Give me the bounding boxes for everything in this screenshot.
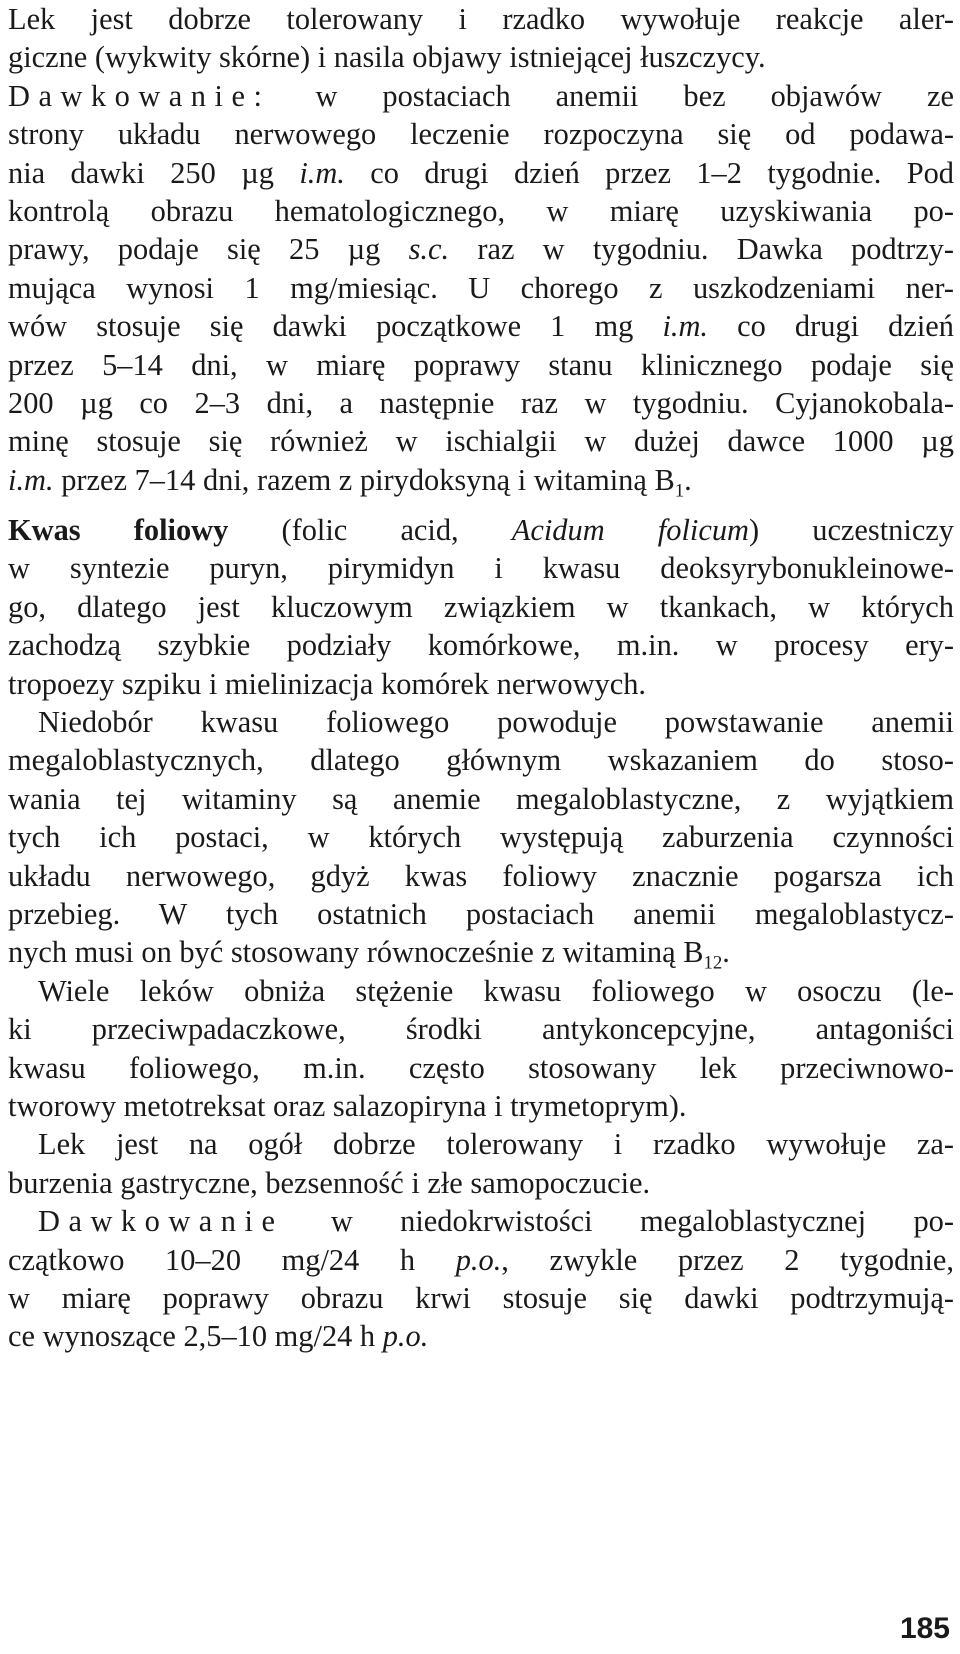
paragraph-folic-acid-intro — [8, 511, 954, 703]
text-line — [8, 307, 954, 345]
text-span: megaloblastycznych, dlatego głównym wskazaniem do stoso- — [8, 743, 954, 778]
text-line — [8, 818, 954, 856]
text-span: . — [722, 935, 730, 970]
text-span: przez 7–14 dni, razem z pirydoksyną i witaminą B — [53, 462, 675, 497]
paragraph-tolerance — [8, 1125, 954, 1202]
paragraph-drug-interactions — [8, 972, 954, 1126]
text-span: . — [684, 462, 692, 497]
text-span: czątkowo 10–20 mg/24 h — [8, 1242, 456, 1277]
route-abbrev: i.m. — [8, 462, 54, 497]
paragraph-spacer — [8, 499, 954, 511]
text-span: tworowy metotreksat oraz salazopiryna i trymetoprym). — [8, 1088, 687, 1123]
text-line — [8, 269, 954, 307]
text-span: tropoezy szpiku i mielinizacja komórek nerwowych. — [8, 666, 646, 701]
text-span: go, dlatego jest kluczowym związkiem w tkankach, w których — [8, 589, 954, 624]
text-line — [8, 384, 954, 422]
text-line — [8, 461, 954, 502]
text-line — [8, 665, 954, 703]
paragraph-folic-deficiency — [8, 703, 954, 972]
latin-name: Acidum folicum — [511, 513, 749, 548]
text-line — [8, 1317, 954, 1355]
subscript: 1 — [674, 480, 685, 502]
text-line — [8, 1164, 954, 1202]
text-line — [8, 1125, 954, 1163]
text-line — [8, 588, 954, 626]
text-span: zachodzą szybkie podziały komórkowe, m.in. w procesy ery- — [8, 628, 954, 663]
text-span: mująca wynosi 1 mg/miesiąc. U chorego z uszkodzeniami ner- — [8, 270, 954, 305]
text-line — [8, 741, 954, 779]
text-span: przebieg. W tych ostatnich postaciach anemii megaloblastycz- — [8, 896, 954, 931]
text-span: ce wynoszące 2,5–10 mg/24 h — [8, 1319, 383, 1354]
page-number: 185 — [899, 1612, 950, 1645]
text-line — [8, 1241, 954, 1279]
text-span: ki przeciwpadaczkowe, środki antykoncepcyjne, antagoniści — [8, 1012, 954, 1047]
paragraph-folic-dosing — [8, 1202, 954, 1356]
text-line — [8, 1049, 954, 1087]
text-span: 200 µg co 2–3 dni, a następnie raz w tygodniu. Cyjanokobala- — [8, 385, 954, 420]
text-line — [8, 230, 954, 268]
text-line — [8, 422, 954, 460]
text-span: w syntezie puryn, pirymidyn i kwasu deoksyrybonukleinowe- — [8, 551, 954, 586]
text-span: nia dawki 250 µg — [8, 155, 300, 190]
text-span: tych ich postaci, w których występują zaburzenia czynności — [8, 820, 954, 855]
text-span: kwasu foliowego, m.in. często stosowany lek przeciwnowo- — [8, 1050, 954, 1085]
text-line — [8, 38, 954, 76]
text-line — [8, 115, 954, 153]
text-span: Lek jest dobrze tolerowany i rzadko wywołuje reakcje aler- — [8, 2, 954, 36]
text-line — [8, 626, 954, 664]
text-line — [8, 1087, 954, 1125]
dosing-label: Dawkowanie: — [8, 78, 271, 113]
text-span: giczne (wykwity skórne) i nasila objawy istniejącej łuszczycy. — [8, 40, 766, 75]
text-span: (folic acid, — [228, 513, 512, 548]
text-line — [8, 192, 954, 230]
text-span: w niedokrwistości megaloblastycznej po- — [283, 1204, 954, 1239]
text-line — [8, 154, 954, 192]
text-span: wów stosuje się dawki początkowe 1 mg — [8, 309, 663, 344]
text-line — [8, 933, 954, 974]
text-line — [8, 511, 954, 549]
text-span: co drugi dzień przez 1–2 tygodnie. Pod — [344, 155, 954, 190]
text-line — [8, 1010, 954, 1048]
text-line — [8, 1279, 954, 1317]
text-line — [8, 346, 954, 384]
subscript: 12 — [703, 952, 723, 974]
route-abbrev: s.c. — [408, 232, 450, 267]
text-line — [8, 780, 954, 818]
text-line — [8, 857, 954, 895]
dosing-label: Dawkowanie — [38, 1204, 284, 1239]
text-span: nych musi on być stosowany równocześnie z witaminą B — [8, 935, 704, 970]
text-span: Niedobór kwasu foliowego powoduje powstawanie anemii — [38, 705, 954, 740]
text-span: układu nerwowego, gdyż kwas foliowy znacznie pogarsza ich — [8, 858, 954, 893]
text-span: ) uczestniczy — [748, 513, 954, 548]
text-span: strony układu nerwowego leczenie rozpoczyna się od podawa- — [8, 117, 954, 152]
text-span: minę stosuje się również w ischialgii w dużej dawce 1000 µg — [8, 424, 954, 459]
text-span: Wiele leków obniża stężenie kwasu foliowego w osoczu (le- — [38, 973, 954, 1008]
text-span: co drugi dzień — [708, 309, 954, 344]
paragraph-allergy-note — [8, 0, 954, 77]
text-span: w miarę poprawy obrazu krwi stosuje się dawki podtrzymują- — [8, 1280, 954, 1315]
text-line — [8, 77, 954, 115]
text-span: , zwykle przez 2 tygodnie, — [501, 1242, 954, 1277]
paragraph-b12-dosing — [8, 77, 954, 502]
text-span: prawy, podaje się 25 µg — [8, 232, 409, 267]
document-page — [8, 0, 954, 1356]
text-line — [8, 0, 954, 38]
text-span: burzenia gastryczne, bezsenność i złe samopoczucie. — [8, 1165, 651, 1200]
route-abbrev: p.o. — [455, 1242, 502, 1277]
text-line — [8, 895, 954, 933]
route-abbrev: p.o. — [382, 1319, 429, 1354]
route-abbrev: i.m. — [299, 155, 345, 190]
route-abbrev: i.m. — [662, 309, 709, 344]
text-line — [8, 703, 954, 741]
text-span: Lek jest na ogół dobrze tolerowany i rzadko wywołuje za- — [38, 1127, 954, 1162]
text-span: wania tej witaminy są anemie megaloblastyczne, z wyjątkiem — [8, 781, 954, 816]
text-line — [8, 972, 954, 1010]
text-span: raz w tygodniu. Dawka podtrzy- — [449, 232, 954, 267]
section-term: Kwas foliowy — [8, 513, 229, 548]
text-span: przez 5–14 dni, w miarę poprawy stanu klinicznego podaje się — [8, 347, 954, 382]
text-line — [8, 1202, 954, 1240]
text-line — [8, 549, 954, 587]
text-span: kontrolą obrazu hematologicznego, w miarę uzyskiwania po- — [8, 193, 954, 228]
text-span: w postaciach anemii bez objawów ze — [270, 78, 954, 113]
